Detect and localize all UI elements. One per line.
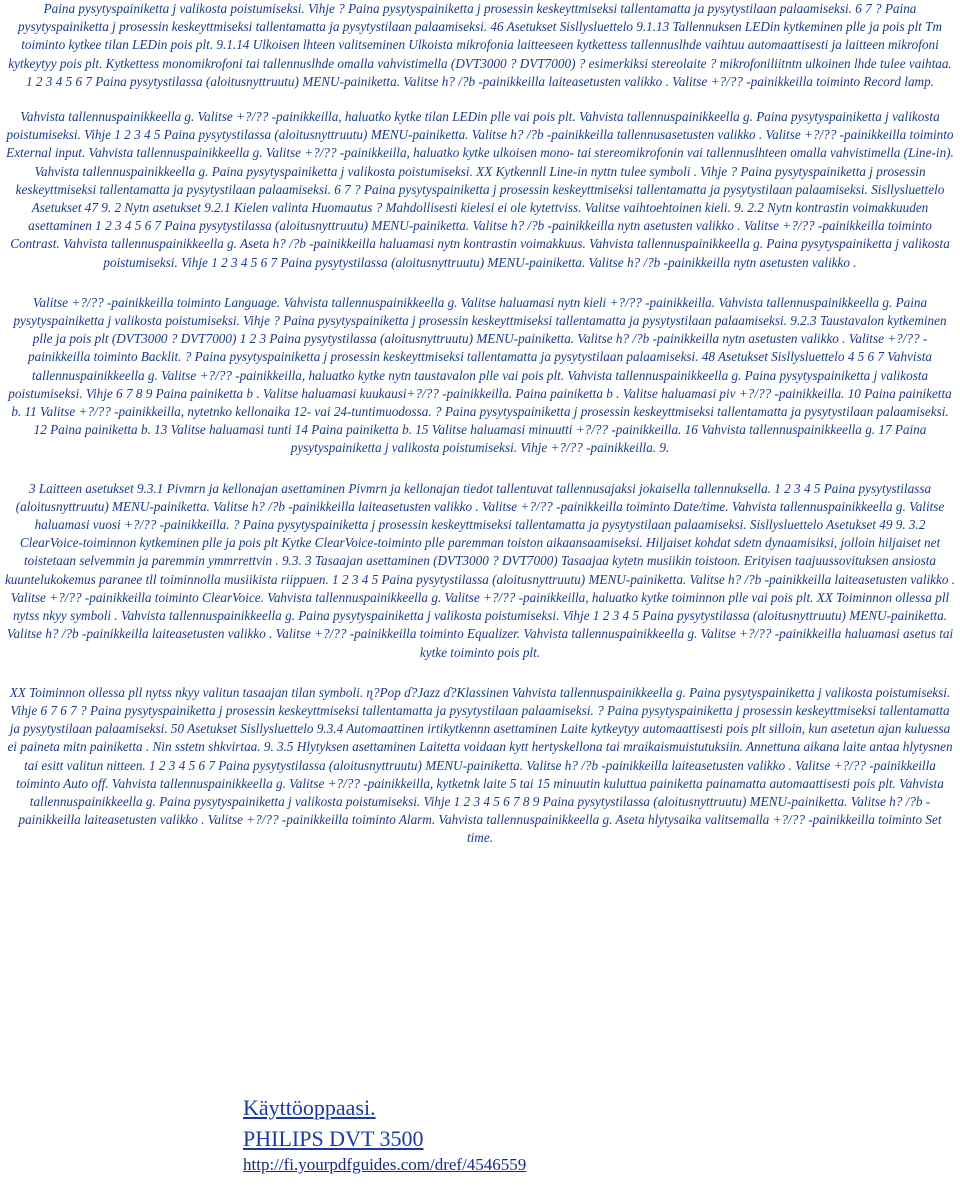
paragraph-5: XX Toiminnon ollessa pll nytss nkyy valitun tasaajan tilan symboli. ɳ?Pop ɗ?Jazz ɗ?Klassinen Vahvista tallennuspainikkeella g. Paina pysytyspainiketta j valikosta poistumiseksi. Vihje 6 7 6 7 ? Paina pysytyspainiketta j prosessin keskeyttmiseksi tallentamatta ja pysytystilaan palaamiseksi. ? Paina pysytyspainiketta j prosessin keskeyttmiseksi tallentamatta ja pysytystilaan palaamiseksi. 50 Asetukset Sisllysluettelo 9.3.4 Automaattinen irtikytkennn asettaminen Laite kytkeytyy automaattisesti pois plt silloin, kun asetetun ajan kuluessa ei paineta mitn painiketta . Nin sstetn shkvirtaa. 9. 3.5 Hlytyksen asettaminen Laitetta voidaan kytt hertyskellona tai mraikaismuistutuksiin. Annettuna aikana laite antaa hlytysnen tai esitt valitun nitteen. 1 2 3 4 5 6 7 Paina pysytystilassa (aloitusnyttruutu) MENU-painiketta. Valitse h? /?b -painikkeilla laiteasetusten valikko . Valitse +?/?? -painikkeilla toiminto Auto off. Vahvista tallennuspainikkeella g. Valitse +?/?? -painikkeilla, kytketnk laite 5 tai 15 minuutin kuluttua painiketta painamatta automaattisesti pois plt. Vahvista tallennuspainikkeella g. Paina pysytyspainiketta j valikosta poistumiseksi. Vihje 1 2 3 4 5 6 7 8 9 Paina pysytystilassa (aloitusnyttruutu) MENU-painiketta. Valitse h? /?b -painikkeilla laiteasetusten valikko . Valitse +?/?? -painikkeilla toiminto Alarm. Vahvista tallennuspainikkeella g. Aseta hlytysaika valitsemalla +?/?? -painikkeilla toiminto Set time. [7, 684, 953, 846]
manual-link[interactable]: Käyttöoppaasi. [243, 1095, 376, 1120]
url-link[interactable]: http://fi.yourpdfguides.com/dref/4546559 [243, 1155, 527, 1174]
paragraph-1: Paina pysytyspainiketta j valikosta poistumiseksi. Vihje ? Paina pysytyspainiketta j prosessin keskeyttmiseksi tallentamatta ja pysytystilaan palaamiseksi. 6 7 ? Paina pysytyspainiketta j prosessin keskeyttmiseksi tallentamatta ja pysytystilaan palaamiseksi. 46 Asetukset Sisllysluettelo 9.1.13 Tallennuksen LEDin kytkeminen plle ja pois plt Tm toiminto kytkee tilan LEDin pois plt. 9.1.14 Ulkoisen lhteen valitseminen Ulkoista mikrofonia laitteeseen kytkettess tallennuslhde vaihtuu automaattisesti ja laitteen mikrofoni kytkeytyy pois plt. Kytkettess monomikrofoni tai tallennuslhde omalla vahvistimella (DVT3000 ? DVT7000) ? esimerkiksi stereolaite ? mikrofoniliitntn ulkoinen lhde tulee vaihtaa. 1 2 3 4 5 6 7 Paina pysytystilassa (aloitusnyttruutu) MENU-painiketta. Valitse h? /?b -painikkeilla laiteasetusten valikko . Valitse +?/?? -painikkeilla toiminto Record lamp. [8, 1, 952, 89]
paragraph-gap [0, 91, 960, 108]
paragraph-gap [0, 458, 960, 480]
paragraph-3: Valitse +?/?? -painikkeilla toiminto Language. Vahvista tallennuspainikkeella g. Valitse haluamasi nytn kieli +?/?? -painikkeilla. Vahvista tallennuspainikkeella g. Paina pysytyspainiketta j valikosta poistumiseksi. Vihje ? Paina pysytyspainiketta j prosessin keskeyttmiseksi tallentamatta ja pysytystilaan palaamiseksi. 9.2.3 Taustavalon kytkeminen plle ja pois plt (DVT3000 ? DVT7000) 1 2 3 Paina pysytystilassa (aloitusnyttruutu) MENU-painiketta. Valitse h? /?b -painikkeilla nytn asetusten valikko . Valitse +?/?? -painikkeilla toiminto Backlit. ? Paina pysytyspainiketta j prosessin keskeyttmiseksi tallentamatta ja pysytystilaan palaamiseksi. 48 Asetukset Sisllysluettelo 4 5 6 7 Vahvista tallennuspainikkeella g. Valitse +?/?? -painikkeilla, haluatko kytke nytn taustavalon plle vai pois plt. Vahvista tallennuspainikkeella g. Paina pysytyspainiketta j valikosta poistumiseksi. Vihje 6 7 8 9 Paina painiketta b . Valitse haluamasi kuukausi+?/?? -painikkeilla. Paina painiketta b . Valitse haluamasi piv +?/?? -painikkeilla. 10 Paina painiketta b. 11 Valitse +?/?? -painikkeilla, nytetnko kellonaika 12- vai 24-tuntimuodossa. ? Paina pysytyspainiketta j prosessin keskeyttmiseksi tallentamatta ja pysytystilaan palaamiseksi. 12 Paina painiketta b. 13 Valitse haluamasi tunti 14 Paina painiketta b. 15 Valitse haluamasi minuutti +?/?? -painikkeilla. 16 Vahvista tallennuspainikkeella g. 17 Paina pysytyspainiketta j valikosta poistumiseksi. Vihje +?/?? -painikkeilla. 9. [8, 294, 952, 456]
paragraph-gap [0, 662, 960, 684]
product-link[interactable]: PHILIPS DVT 3500 [243, 1126, 424, 1151]
paragraph-2: Vahvista tallennuspainikkeella g. Valitse +?/?? -painikkeilla, haluatko kytke tilan LEDin plle vai pois plt. Vahvista tallennuspainikkeella g. Paina pysytyspainiketta j valikosta poistumiseksi. Vihje 1 2 3 4 5 Paina pysytystilassa (aloitusnyttruutu) MENU-painiketta. Valitse h? /?b -painikkeilla tallennusasetusten valikko . Valitse +?/?? -painikkeilla toiminto External input. Vahvista tallennuspainikkeella g. Valitse +?/?? -painikkeilla, haluatko kytke ulkoisen mono- tai stereomikrofonin vai tallennuslhteen omalla vahvistimella (Line-in). Vahvista tallennuspainikkeella g. Paina pysytyspainiketta j valikosta poistumiseksi. XX Kytkennll Line-in nyttn tulee symboli . Vihje ? Paina pysytyspainiketta j prosessin keskeyttmiseksi tallentamatta ja pysytystilaan palaamiseksi. 6 7 ? Paina pysytyspainiketta j prosessin keskeyttmiseksi tallentamatta ja pysytystilaan palaamiseksi. Sisllysluettelo Asetukset 47 9. 2 Nytn asetukset 9.2.1 Kielen valinta Huomautus ? Mahdollisesti kielesi ei ole kytettviss. Valitse vaihtoehtoinen kieli. 9. 2.2 Nytn kontrastin voimakkuuden asettaminen 1 2 3 4 5 6 7 Paina pysytystilassa (aloitusnyttruutu) MENU-painiketta. Valitse h? /?b -painikkeilla nytn asetusten valikko . Valitse +?/?? -painikkeilla toiminto Contrast. Vahvista tallennuspainikkeella g. Aseta h? /?b -painikkeilla haluamasi nytn kontrastin voimakkuus. Vahvista tallennuspainikkeella g. Paina pysytyspainiketta j valikosta poistumiseksi. Vihje 1 2 3 4 5 6 7 Paina pysytystilassa (aloitusnyttruutu) MENU-painiketta. Valitse h? /?b -painikkeilla nytn asetusten valikko . [6, 109, 954, 270]
paragraph-gap [0, 272, 960, 294]
paragraph-4: 3 Laitteen asetukset 9.3.1 Pivmrn ja kellonajan asettaminen Pivmrn ja kellonajan tiedot tallentuvat tallennusajaksi jokaisella tallennuksella. 1 2 3 4 5 Paina pysytystilassa (aloitusnyttruutu) MENU-painiketta. Valitse h? /?b -painikkeilla laiteasetusten valikko . Valitse +?/?? -painikkeilla toiminto Date/time. Vahvista tallennuspainikkeella g. Valitse haluamasi vuosi +?/?? -painikkeilla. ? Paina pysytyspainiketta j prosessin keskeyttmiseksi tallentamatta ja pysytystilaan palaamiseksi. Sisllysluettelo Asetukset 49 9. 3.2 ClearVoice-toiminnon kytkeminen plle ja pois plt Kytke ClearVoice-toiminto plle paremman toiston aikaansaamiseksi. Hiljaiset kohdat sdetn dynaamisiksi, jolloin hiljaiset net toistetaan selvemmin ja paremmin ymmrrettvin . 9.3. 3 Tasaajan asettaminen (DVT3000 ? DVT7000) Tasaajaa kytetn musiikin toistoon. Erityisen taajuussovituksen ansiosta kuuntelukokemus paranee tll toiminnolla musiikista riippuen. 1 2 3 4 5 Paina pysytystilassa (aloitusnyttruutu) MENU-painiketta. Valitse h? /?b -painikkeilla laiteasetusten valikko . Valitse +?/?? -painikkeilla toiminto ClearVoice. Vahvista tallennuspainikkeella g. Valitse +?/?? -painikkeilla, haluatko kytke toiminnon plle vai pois plt. XX Toiminnon ollessa pll nytss nkyy symboli . Vahvista tallennuspainikkeella g. Paina pysytyspainiketta j valikosta poistumiseksi. Vihje 1 2 3 4 5 Paina pysytystilassa (aloitusnyttruutu) MENU-painiketta. Valitse h? /?b -painikkeilla laiteasetusten valikko . Valitse +?/?? -painikkeilla toiminto Equalizer. Vahvista tallennuspainikkeella g. Valitse +?/?? -painikkeilla haluamasi asetus tai kytke toiminto pois plt. [4, 480, 956, 660]
footer-links [243, 1092, 526, 1176]
